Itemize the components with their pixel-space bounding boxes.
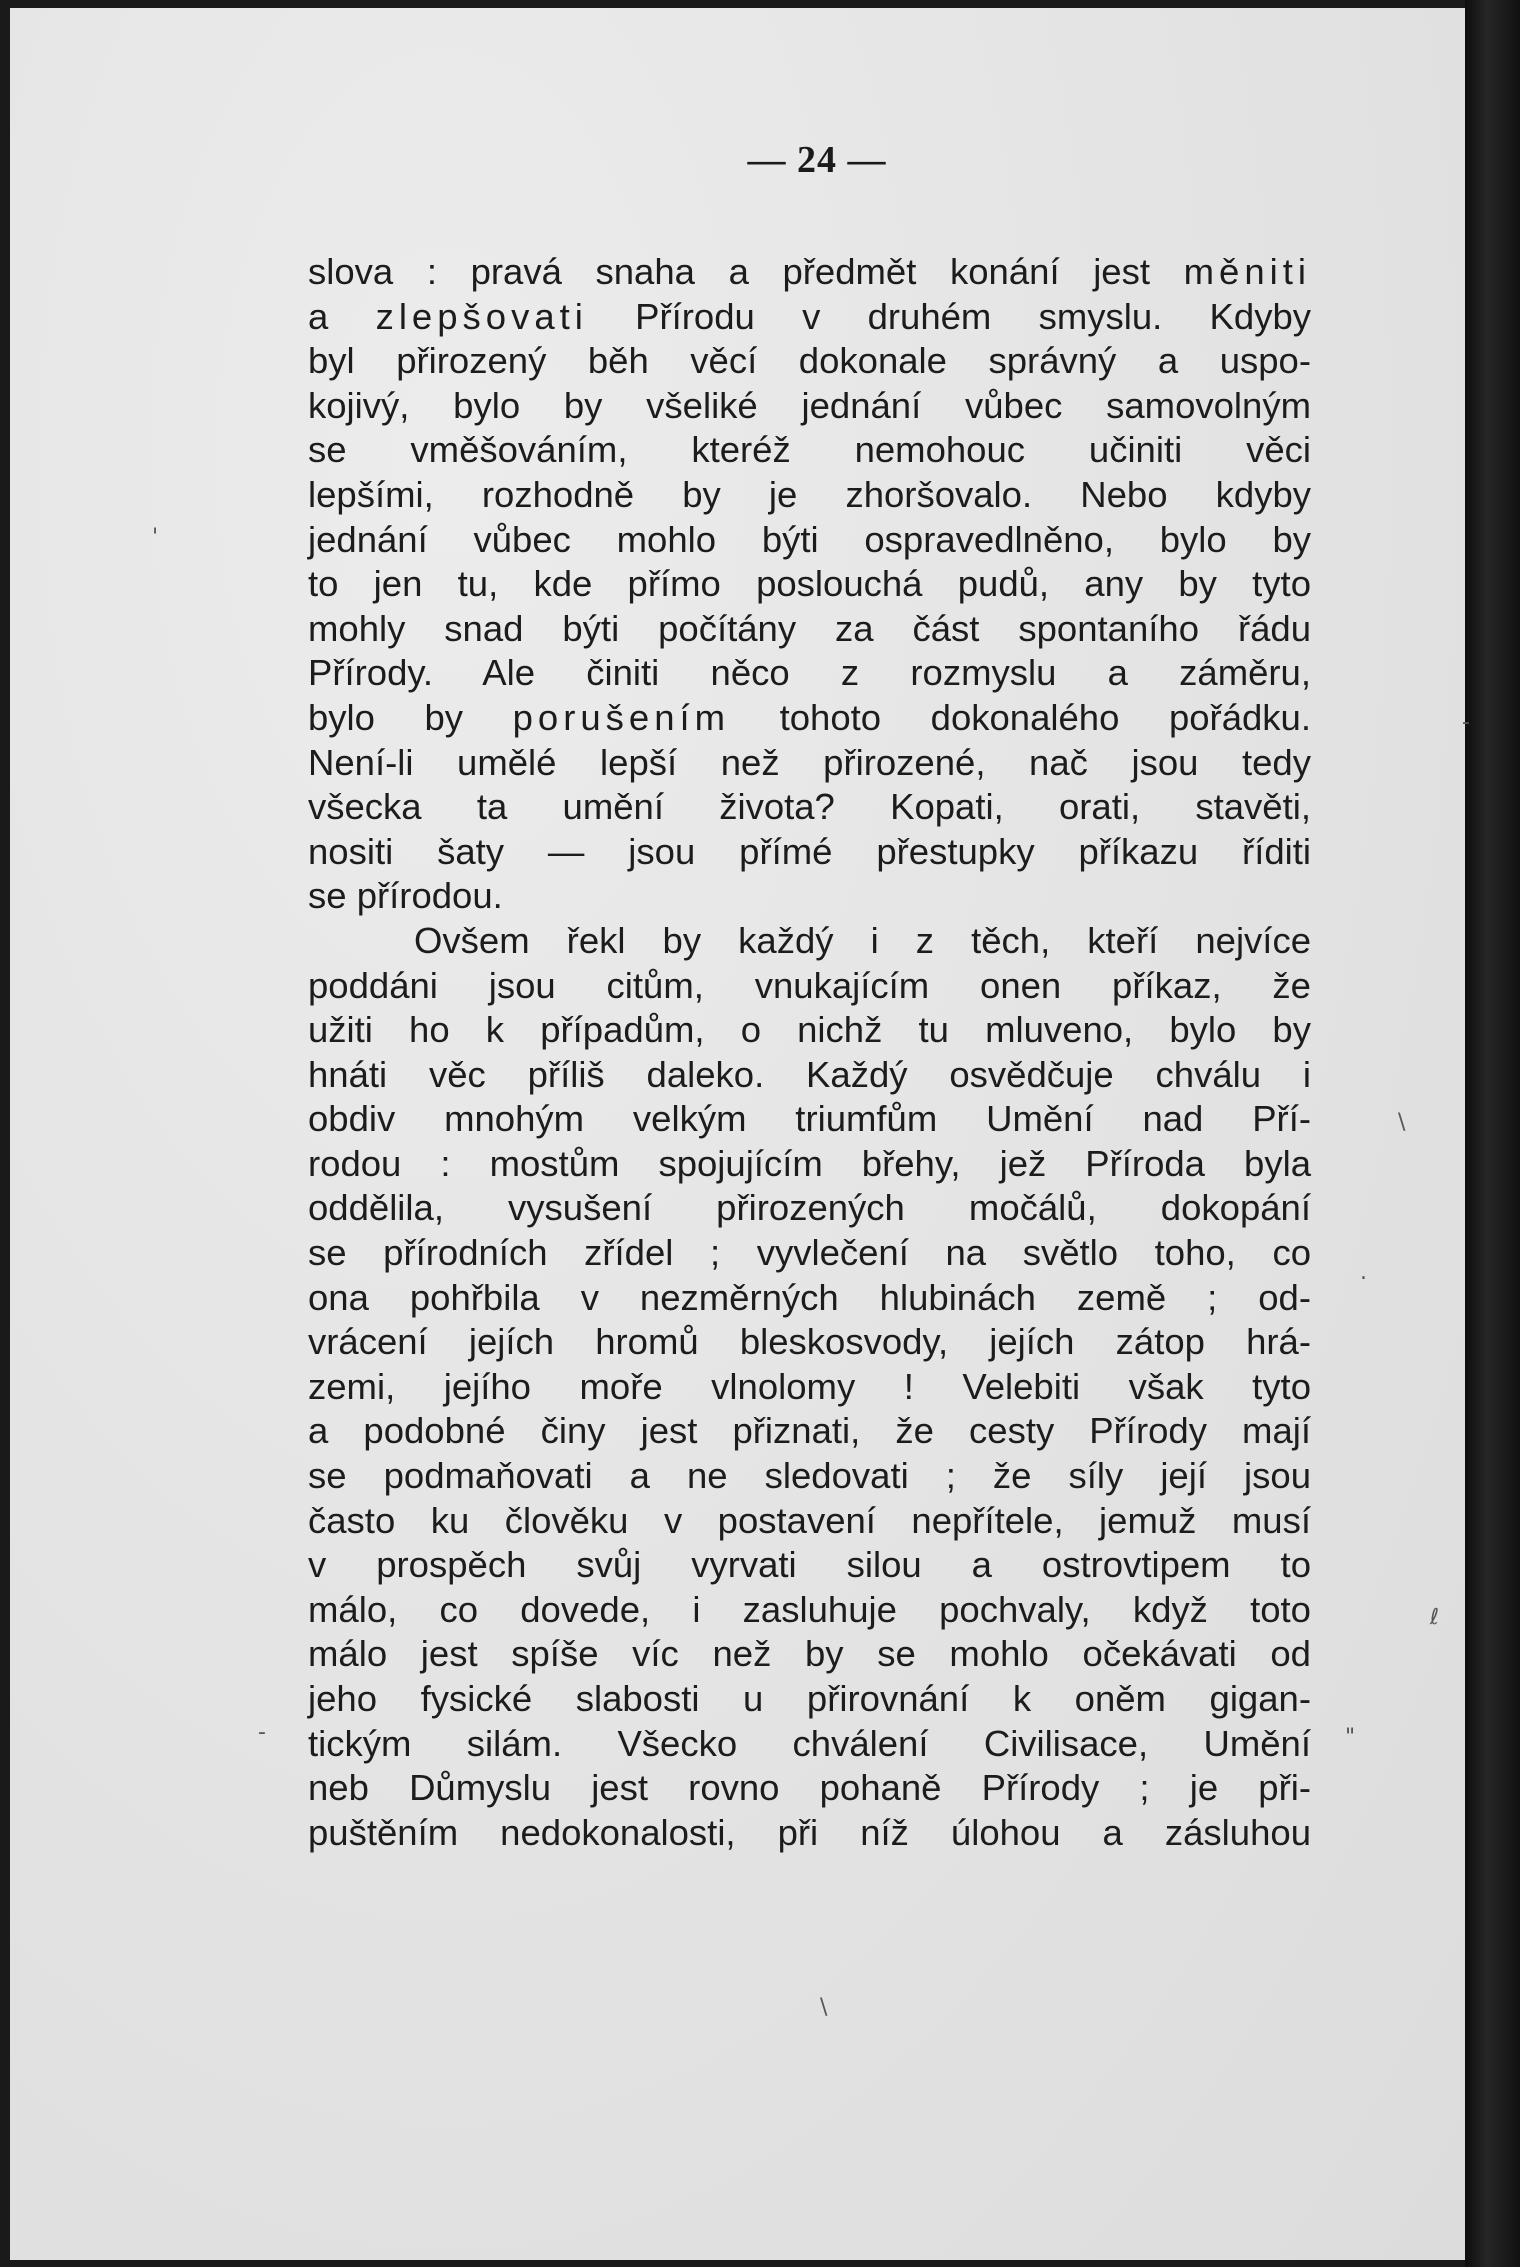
text-segment: lepšími, rozhodně by je zhoršovalo. Nebo kdyby (308, 473, 1311, 515)
text-line (308, 1766, 1311, 1811)
text-line (308, 651, 1311, 696)
text-line (308, 1588, 1311, 1633)
text-segment: se vměšováním, kteréž nemohouc učiniti věci (308, 429, 1311, 471)
text-line (308, 830, 1311, 875)
text-segment: jeho fysické slabosti u přirovnání k oněm gigan- (308, 1678, 1311, 1719)
text-segment: málo, co dovede, i zasluhuje pochvaly, když toto (308, 1588, 1311, 1630)
text-line (308, 1543, 1311, 1588)
text-segment: slova : pravá snaha a předmět konání jest (308, 251, 1184, 292)
text-line (308, 964, 1311, 1009)
scan-speck: \ (820, 1995, 828, 2020)
text-line (308, 339, 1311, 384)
text-line (308, 1811, 1311, 1856)
text-segment: rodou : mostům spojujícím břehy, jež Příroda byla (308, 1142, 1311, 1184)
text-line (308, 1632, 1311, 1677)
text-segment: v prospěch svůj vyrvati silou a ostrovtipem to (308, 1544, 1311, 1586)
text-segment: puštěním nedokonalosti, při níž úlohou a zásluhou (308, 1811, 1311, 1853)
scan-speck: ' (152, 525, 159, 550)
text-segment: se podmaňovati a ne sledovati ; že síly její jsou (308, 1455, 1311, 1497)
text-segment: kojivý, bylo by všeliké jednání vůbec samovolným (308, 384, 1311, 426)
text-segment: ona pohřbila v nezměrných hlubinách země ; od- (308, 1276, 1311, 1318)
text-line (308, 1142, 1311, 1187)
text-segment: to jen tu, kde přímo poslouchá pudů, any by tyto (308, 563, 1311, 605)
text-segment: Není-li umělé lepší než přirozené, nač jsou tedy (308, 741, 1311, 783)
text-segment: neb Důmyslu jest rovno pohaně Přírody ; je při- (308, 1767, 1311, 1809)
text-segment: poddáni jsou citům, vnukajícím onen příkaz, že (308, 964, 1311, 1006)
text-segment: byl přirozený běh věcí dokonale správný a uspo- (308, 340, 1311, 382)
text-line (308, 1053, 1311, 1098)
text-segment: tickým silám. Všecko chválení Civilisace, Umění (308, 1722, 1311, 1764)
text-line (308, 295, 1311, 340)
text-line (308, 607, 1311, 652)
text-line (308, 562, 1311, 607)
scan-speck: - (1462, 710, 1470, 735)
text-segment: užiti ho k případům, o nichž tu mluveno, bylo by (308, 1009, 1311, 1051)
scan-speck: - (258, 1720, 266, 1745)
scan-speck: \ (1398, 1110, 1406, 1135)
text-line (308, 428, 1311, 473)
text-line (308, 1454, 1311, 1499)
text-line (308, 919, 1311, 964)
text-line (308, 384, 1311, 429)
text-line (308, 1722, 1311, 1767)
text-segment: Přírody. Ale činiti něco z rozmyslu a záměru, (308, 652, 1311, 694)
text-segment: často ku člověku v postavení nepřítele, jemuž musí (308, 1499, 1311, 1541)
text-line (308, 1097, 1311, 1142)
text-line (308, 874, 1311, 919)
text-line (308, 1499, 1311, 1544)
page-edge-shadow (1465, 0, 1520, 2267)
text-line (308, 1677, 1311, 1722)
text-line (308, 785, 1311, 830)
text-segment: obdiv mnohým velkým triumfům Umění nad Pří- (308, 1098, 1311, 1140)
text-line (308, 473, 1311, 518)
text-segment: vrácení jejích hromů bleskosvody, jejích zátop hrá- (308, 1321, 1311, 1363)
text-line (308, 1320, 1311, 1365)
page-number: — 24 — (747, 139, 887, 181)
scan-speck: " (1345, 1725, 1356, 1750)
text-line (308, 741, 1311, 786)
text-segment: nositi šaty — jsou přímé přestupky příkazu říditi (308, 830, 1311, 872)
spaced-emphasis: porušením (512, 696, 731, 738)
text-segment: zemi, jejího moře vlnolomy ! Velebiti však tyto (308, 1365, 1311, 1407)
text-segment: hnáti věc příliš daleko. Každý osvědčuje chválu i (308, 1053, 1311, 1095)
text-line (308, 1365, 1311, 1410)
text-line (308, 1008, 1311, 1053)
text-segment: bylo by (308, 696, 513, 738)
text-segment: oddělila, vysušení přirozených močálů, dokopání (308, 1187, 1311, 1229)
text-segment: a (308, 295, 376, 337)
text-line (308, 250, 1311, 295)
text-line (308, 1186, 1311, 1231)
text-segment: málo jest spíše víc než by se mohlo očekávati od (308, 1633, 1311, 1675)
spaced-emphasis: měniti (1183, 251, 1311, 292)
text-segment: a podobné činy jest přiznati, že cesty Přírody mají (308, 1410, 1311, 1452)
text-segment: Ovšem řekl by každý i z těch, kteří nejvíce (414, 919, 1311, 961)
text-line (308, 1409, 1311, 1454)
text-line (308, 1276, 1311, 1321)
text-segment: všecka ta umění života? Kopati, orati, stavěti, (308, 786, 1311, 828)
text-segment: se přírodou. (308, 875, 503, 917)
text-segment: se přírodních zřídel ; vyvlečení na světlo toho, co (308, 1232, 1311, 1274)
body-text (308, 250, 1311, 1855)
scan-speck: . (1360, 1260, 1367, 1285)
text-line (308, 696, 1311, 741)
text-line (308, 1231, 1311, 1276)
spaced-emphasis: zlepšovati (375, 295, 588, 337)
text-segment: Přírodu v druhém smyslu. Kdyby (587, 295, 1311, 337)
text-segment: jednání vůbec mohlo býti ospravedlněno, bylo by (308, 518, 1311, 560)
text-segment: tohoto dokonalého pořádku. (730, 696, 1311, 738)
scan-speck: ℓ (1430, 1605, 1440, 1630)
text-line (308, 518, 1311, 563)
text-segment: mohly snad býti počítány za část spontaního řádu (308, 607, 1311, 649)
